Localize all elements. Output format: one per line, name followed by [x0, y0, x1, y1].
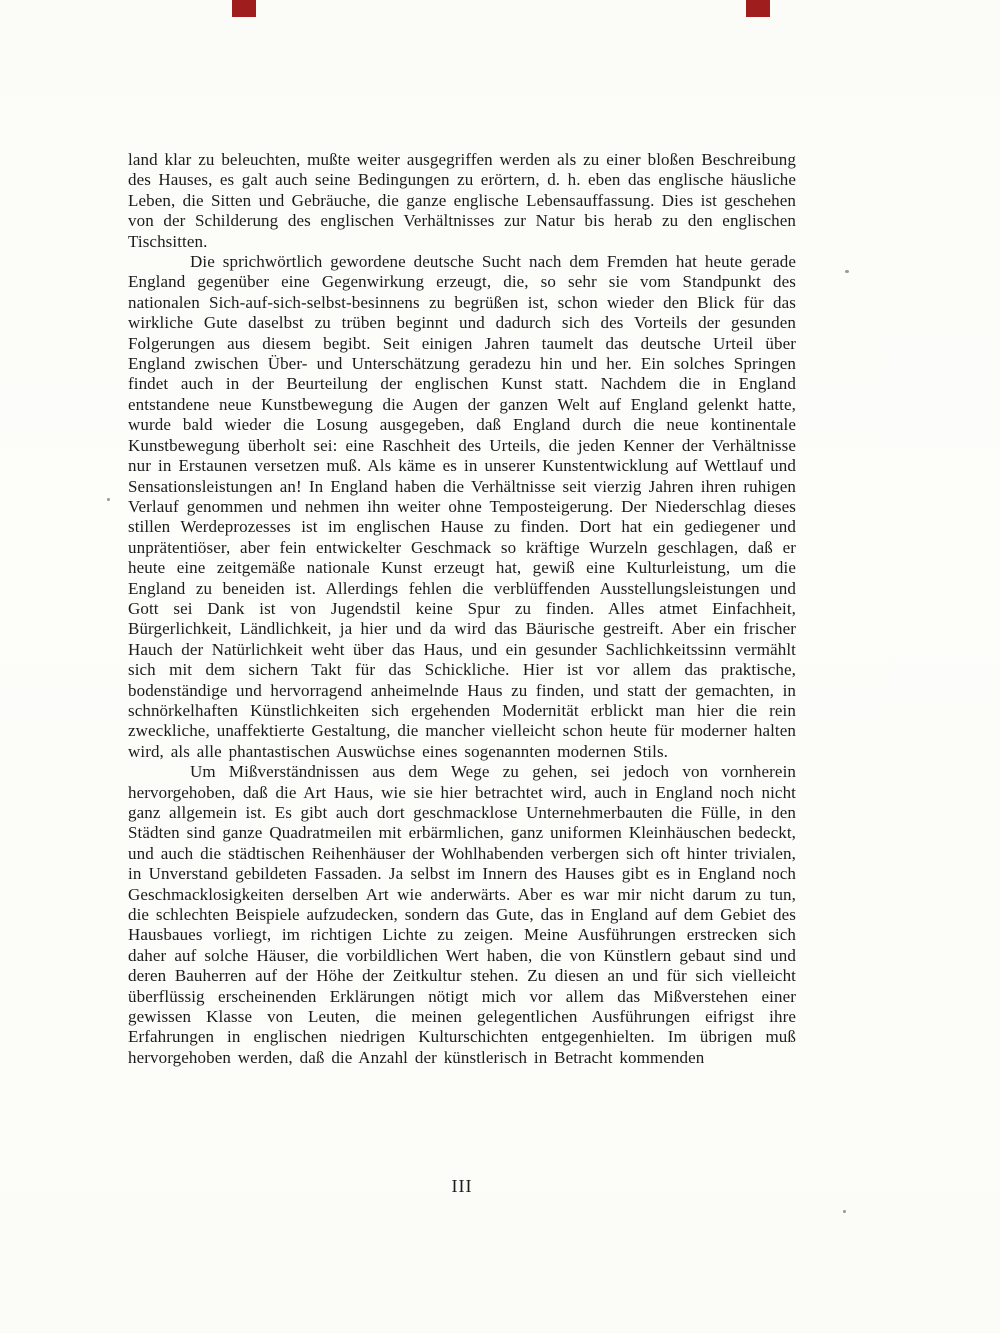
red-corner-mark-right [746, 0, 770, 17]
paragraph: Um Mißverständnissen aus dem Wege zu gehen, sei jedoch von vornherein hervorgehoben, daß die Art Haus, wie sie hier betrachtet wird, auch in England noch nicht ganz allgemein ist. Es gibt auch dort geschmacklose Unternehmerbauten die Fülle, in den Städten sind ganze Quadratmeilen mit erbärmlichen, ganz uniformen Kleinhäuschen bedeckt, und auch die städtischen Reihenhäuser der Wohlhabenden verbergen sich oft hinter trivialen, in Unverstand gebildeten Fassaden. Ja selbst im Innern des Hauses gibt es in England noch Geschmacklosigkeiten derselben Art wie anderwärts. Aber es war mir nicht darum zu tun, die schlechten Beispiele aufzudecken, sondern das Gute, das in England auf dem Gebiet des Hausbaues vorliegt, im richtigen Lichte zu zeigen. Meine Ausführungen erstrecken sich daher auf solche Häuser, die vorbildlichen Wert haben, die von Künstlern gebaut sind und deren Bauherren auf der Höhe der Zeitkultur stehen. Zu diesen an und für sich vielleicht überflüssig erscheinenden Erklärungen nötigt mich vor allem das Mißverstehen einer gewissen Klasse von Leuten, die meinen gelegentlichen Ausführungen eifrigst ihre Erfahrungen in englischen niedrigen Kulturschichten entgegenhielten. Im übrigen muß hervorgehoben werden, daß die Anzahl der künstlerisch in Betracht kommenden [128, 762, 796, 1067]
page-number: III [451, 1176, 473, 1196]
scan-speck [843, 1210, 846, 1213]
paragraph-continuation: land klar zu beleuchten, mußte weiter ausgegriffen werden als zu einer bloßen Beschreibung des Hauses, es galt auch seine Bedingungen zu erörtern, d. h. eben das englische häusliche Leben, die Sitten und Gebräuche, die ganze englische Lebensauffassung. Dies ist geschehen von der Schilderung des englischen Verhältnisses zur Natur bis herab zu den englischen Tischsitten. [128, 150, 796, 251]
red-corner-mark-left [232, 0, 256, 17]
scan-speck [107, 498, 110, 501]
scan-speck [845, 270, 849, 273]
paragraph: Die sprichwörtlich gewordene deutsche Sucht nach dem Fremden hat heute gerade England gegenüber eine Gegenwirkung erzeugt, die, so sehr sie vom Standpunkt des nationalen Sich-auf-sich-selbst-besinnens zu begrüßen ist, schon wieder den Blick für das wirkliche Gute daselbst zu trüben beginnt und dadurch sich des Vorteils der gesunden Folgerungen aus diesem begibt. Seit einigen Jahren taumelt das deutsche Urteil über England zwischen Über- und Unterschätzung geradezu hin und her. Ein solches Springen findet auch in der Beurteilung der englischen Kunst statt. Nachdem die in England entstandene neue Kunstbewegung die Augen der ganzen Welt auf England gelenkt hatte, wurde bald wieder die Losung ausgegeben, daß England durch die neue kontinentale Kunstbewegung überholt sei: eine Raschheit des Urteils, die jeden Kenner der Verhältnisse nur in Erstaunen versetzen muß. Als käme es in unserer Kunstentwicklung auf Wettlauf und Sensationsleistungen an! In England haben die Verhältnisse seit vierzig Jahren ihren ruhigen Verlauf genommen und nehmen ihn weiter ohne Temposteigerung. Der Niederschlag dieses stillen Werdeprozesses ist im englischen Hause zu finden. Dort hat ein gediegener und unprätentiöser, aber fein entwickelter Geschmack so kräftige Wurzeln geschlagen, daß er heute eine zeitgemäße nationale Kunst erzeugt hat, gewiß eine Kulturleistung, um die England zu beneiden ist. Allerdings fehlen die verblüffenden Ausstellungsleistungen und Gott sei Dank ist von Jugendstil keine Spur zu finden. Alles atmet Einfachheit, Bürgerlichkeit, Ländlichkeit, ja hier und da wird das Bäurische gestreift. Aber ein frischer Hauch der Natürlichkeit weht über das Haus, und ein gesunder Sachlichkeitssinn vermählt sich mit dem sichern Takt für das Schickliche. Hier ist vor allem das praktische, bodenständige und hervorragend anheimelnde Haus zu finden, und statt der gemachten, in schnörkelhaften Künstlichkeiten sich ergehenden Modernität erblickt man hier die rein zweckliche, unaffektierte Gestaltung, die mancher vielleicht schon heute für moderner halten wird, als alle phantastischen Auswüchse eines sogenannten modernen Stils. [128, 252, 796, 761]
body-text-block [128, 150, 796, 1068]
